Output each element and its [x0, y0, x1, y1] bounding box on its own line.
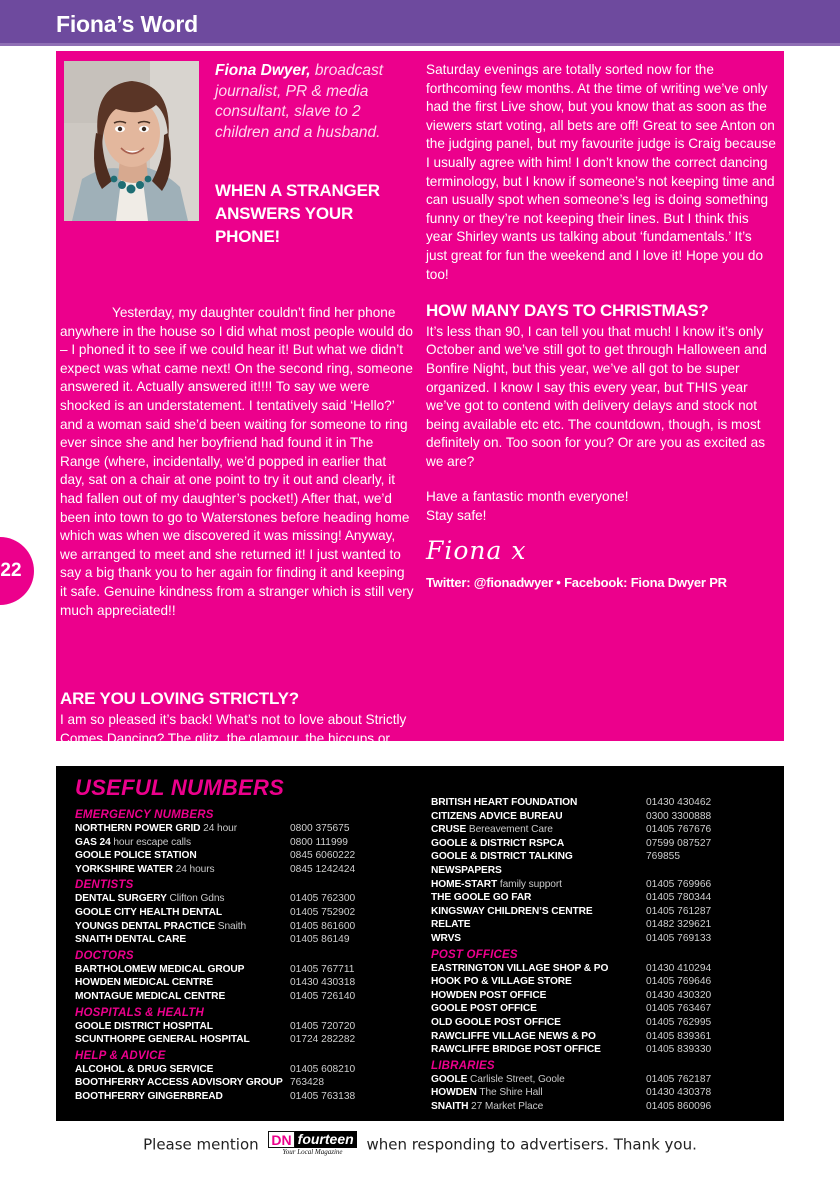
useful-numbers-row	[431, 1030, 771, 1044]
useful-numbers-category: HOSPITALS & HEALTH	[75, 1006, 205, 1019]
listing-name: SNAITH DENTAL CARE	[75, 934, 187, 946]
useful-numbers-category: EMERGENCY NUMBERS	[75, 809, 214, 821]
listing-name: GOOLE DISTRICT HOSPITAL	[75, 1020, 213, 1032]
useful-numbers-row	[431, 837, 771, 851]
useful-numbers-row	[431, 989, 771, 1003]
useful-numbers-row	[431, 878, 771, 892]
author-portrait-image	[64, 61, 199, 221]
useful-numbers-row	[75, 822, 405, 836]
useful-numbers-left-column	[75, 806, 405, 1104]
useful-numbers-row	[75, 1033, 405, 1047]
listing-phone: 01405 726140	[290, 990, 356, 1002]
useful-numbers-row	[431, 1002, 771, 1016]
logo-tagline: Your Local Magazine	[282, 1148, 343, 1156]
header-divider	[0, 43, 840, 46]
body-christmas: It’s less than 90, I can tell you that much! I know it’s only October and we’ve still got to get through Halloween and Bonfire Night, but this year, we’ve all got to be super organized. I know I say this every year, but THIS year we’ve got to contend with delivery delays and stock not being available etc etc. The countdown, though, is most definitely on. Too soon for you? Or are you as excited as we are?	[426, 323, 767, 469]
listing-phone: 01405 761287	[646, 905, 712, 917]
listing-name: GOOLE & DISTRICT TALKING NEWSPAPERS	[431, 851, 573, 876]
useful-numbers-row	[431, 1100, 771, 1114]
listing-name: SCUNTHORPE GENERAL HOSPITAL	[75, 1034, 250, 1046]
listing-name: HOWDEN MEDICAL CENTRE	[75, 977, 214, 989]
useful-numbers-row	[431, 850, 771, 877]
useful-numbers-row	[431, 932, 771, 946]
listing-phone: 01405 752902	[290, 906, 356, 918]
listing-name: EASTRINGTON VILLAGE SHOP & PO	[431, 962, 609, 974]
useful-numbers-row	[431, 1073, 771, 1087]
listing-name: CITIZENS ADVICE BUREAU	[431, 810, 563, 822]
listing-phone: 0800 375675	[290, 823, 350, 834]
useful-numbers-row	[75, 1020, 405, 1034]
listing-phone: 01405 839330	[646, 1044, 712, 1056]
article-right-column	[426, 61, 776, 593]
listing-subtitle: Bereavement Care	[466, 824, 553, 836]
useful-numbers-title: USEFUL NUMBERS	[75, 775, 285, 800]
listing-subtitle: Carlisle Street, Goole	[467, 1073, 565, 1085]
listing-name: GOOLE CITY HEALTH DENTAL	[75, 906, 223, 918]
useful-numbers-panel	[56, 766, 784, 1121]
listing-name: BOOTHFERRY GINGERBREAD	[75, 1090, 223, 1102]
useful-numbers-row	[75, 933, 405, 947]
author-bio-rest: broadcast journalist, PR & media consultant, slave to 2 children and a husband.	[215, 62, 384, 141]
listing-name: THE GOOLE GO FAR	[431, 892, 532, 904]
listing-subtitle: 24 hours	[172, 863, 215, 875]
useful-numbers-row	[431, 962, 771, 976]
useful-numbers-row	[75, 1090, 405, 1104]
listing-phone: 01430 410294	[646, 962, 712, 974]
listing-phone: 763428	[290, 1077, 324, 1089]
listing-name: YOUNGS DENTAL PRACTICE Snaith	[75, 920, 247, 932]
page-title: Fiona’s Word	[56, 11, 198, 37]
useful-numbers-row	[75, 963, 405, 977]
listing-name: NORTHERN POWER GRID 24 hour	[75, 823, 238, 834]
listing-phone: 0800 111999	[290, 836, 348, 848]
paragraph-spacer	[426, 471, 776, 488]
listing-phone: 01405 839361	[646, 1030, 712, 1042]
listing-name: HOOK PO & VILLAGE STORE	[431, 976, 572, 988]
listing-phone: 01405 861600	[290, 920, 356, 932]
social-handles: Twitter: @fionadwyer • Facebook: Fiona Dwyer PR	[426, 575, 727, 591]
footer-text-after: when responding to advertisers. Thank you.	[366, 1135, 697, 1154]
listing-phone: 01405 763467	[646, 1003, 712, 1015]
listing-name: YORKSHIRE WATER 24 hours	[75, 863, 215, 875]
listing-phone: 0845 6060222	[290, 850, 356, 862]
listing-subtitle: hour escape calls	[110, 836, 191, 848]
listing-phone: 01405 762300	[290, 893, 356, 905]
logo-dn-text: DN	[268, 1131, 294, 1148]
listing-name: BOOTHFERRY ACCESS ADVISORY GROUP	[75, 1077, 283, 1089]
listing-subtitle: 24 hour	[200, 823, 238, 834]
page-number-badge: 22	[0, 537, 34, 605]
author-name: Fiona Dwyer,	[215, 62, 311, 79]
listing-phone: 01405 769646	[646, 976, 712, 988]
listing-name: RAWCLIFFE VILLAGE NEWS & PO	[431, 1030, 596, 1042]
useful-numbers-row	[431, 918, 771, 932]
listing-phone: 01482 329621	[646, 919, 712, 931]
footer-text-before: Please mention	[143, 1135, 259, 1154]
listing-name: OLD GOOLE POST OFFICE	[431, 1016, 561, 1028]
heading-christmas: HOW MANY DAYS TO CHRISTMAS?	[426, 301, 709, 321]
listing-phone: 01430 430462	[646, 797, 712, 808]
article-panel	[56, 51, 784, 765]
listing-phone: 01430 430378	[646, 1087, 712, 1099]
signoff-line-1: Have a fantastic month everyone!	[426, 489, 629, 505]
listing-name: HOME-START family support	[431, 878, 562, 890]
listing-phone: 01430 430320	[646, 989, 712, 1001]
listing-phone: 01405 860096	[646, 1100, 712, 1112]
listing-name: GAS 24 hour escape calls	[75, 836, 191, 848]
useful-numbers-category: LIBRARIES	[431, 1059, 495, 1072]
listing-name: BRITISH HEART FOUNDATION	[431, 797, 578, 808]
useful-numbers-row	[431, 810, 771, 824]
useful-numbers-row	[431, 975, 771, 989]
useful-numbers-row	[75, 976, 405, 990]
listing-name: GOOLE Carlisle Street, Goole	[431, 1073, 565, 1085]
listing-phone: 07599 087527	[646, 837, 712, 849]
listing-name: HOWDEN The Shire Hall	[431, 1087, 543, 1099]
body-stranger-text: Yesterday, my daughter couldn’t find her phone anywhere in the house so I did what most people would do – I phoned it to see if we could hear it! But what we didn’t expect was what came next! On the second ring, someone answered it. Actually answered it!!!! To say we were shocked is an understatement. I tentatively said ‘Hello?’ and a woman said she’d been waiting for someone to ring ever since she and her boyfriend had found it in The Range (where, incidentally, we’d popped in earlier that day, sat on a chair at one point to try it out and clearly, it had fallen out of my daughter’s pocket!) After that, we’d been into town to go to Waterstones before heading home which was when we discovered it was missing! Anyway, we arranged to meet and she returned it! I just wanted to say a big thank you to her again for finding it and keeping it safe. Genuine kindness from a stranger which is still very much appreciated!!	[60, 305, 414, 618]
listing-name: BARTHOLOMEW MEDICAL GROUP	[75, 963, 245, 975]
listing-name: ALCOHOL & DRUG SERVICE	[75, 1063, 214, 1075]
body-strictly-right: Saturday evenings are totally sorted now for the forthcoming few months. At the time of writing we’ve only had the first Live show, but you know that as soon as the viewers start voting, all bets are off! Great to see Anton on the judging panel, but my favourite judge is Craig because I usually agree with him! I don’t know the correct dancing terminology, but I know if someone’s not keeping time and can usually spot when someone’s leg is doing something funny or they’re not keeping their lines. But I think this year Shirley wants us talking about ‘fundamentals.’ It’s just great for fun the weekend and I love it! Hope you do too!	[426, 62, 776, 282]
listing-phone: 01405 780344	[646, 892, 712, 904]
body-stranger	[60, 304, 414, 620]
author-signature: Fiona x	[426, 535, 527, 565]
listing-phone: 01405 769133	[646, 932, 712, 944]
listing-phone: 01405 720720	[290, 1020, 356, 1032]
useful-numbers-row	[75, 836, 405, 850]
useful-numbers-right-column	[431, 796, 771, 1113]
useful-numbers-row	[431, 905, 771, 919]
listing-name: DENTAL SURGERY Clifton Gdns	[75, 893, 225, 905]
useful-numbers-row	[75, 906, 405, 920]
listing-name: KINGSWAY CHILDREN’S CENTRE	[431, 905, 593, 917]
useful-numbers-category: DOCTORS	[75, 949, 134, 962]
listing-subtitle: Clifton Gdns	[166, 893, 225, 905]
listing-phone: 01405 767711	[290, 963, 355, 975]
useful-numbers-row	[431, 823, 771, 837]
useful-numbers-row	[75, 990, 405, 1004]
listing-phone: 01405 762995	[646, 1016, 712, 1028]
listing-name: WRVS	[431, 932, 461, 944]
useful-numbers-row	[431, 1016, 771, 1030]
listing-phone: 01405 767676	[646, 824, 712, 836]
listing-phone: 0300 3300888	[646, 810, 712, 822]
listing-phone: 01405 769966	[646, 878, 712, 890]
useful-numbers-row	[75, 920, 405, 934]
author-bio	[215, 61, 410, 143]
listing-phone: 0845 1242424	[290, 863, 356, 875]
useful-numbers-row	[75, 849, 405, 863]
heading-stranger: WHEN A STRANGER ANSWERS YOUR PHONE!	[215, 181, 380, 246]
listing-subtitle: Snaith	[215, 920, 247, 932]
footer	[0, 1132, 840, 1157]
listing-name: RELATE	[431, 919, 471, 931]
useful-numbers-category: POST OFFICES	[431, 948, 518, 961]
listing-name: MONTAGUE MEDICAL CENTRE	[75, 990, 226, 1002]
listing-phone: 01405 608210	[290, 1063, 356, 1075]
body-strictly-left: I am so pleased it’s back! What’s not to love about Strictly Comes Dancing? The glitz, the glamour, the hiccups or outright disaaaasters daaarling! My	[60, 712, 407, 765]
listing-name: GOOLE POST OFFICE	[431, 1003, 537, 1015]
listing-phone: 01405 762187	[646, 1073, 712, 1085]
logo-fourteen-text: fourteen	[295, 1131, 357, 1148]
listing-phone: 01430 430318	[290, 977, 356, 989]
listing-phone: 01405 763138	[290, 1090, 356, 1102]
listing-name: RAWCLIFFE BRIDGE POST OFFICE	[431, 1044, 601, 1056]
useful-numbers-row	[431, 1043, 771, 1057]
useful-numbers-row	[75, 1063, 405, 1077]
useful-numbers-row	[431, 796, 771, 810]
signoff-line-2: Stay safe!	[426, 508, 487, 524]
listing-phone: 769855	[646, 851, 680, 863]
dnfourteen-logo	[268, 1131, 356, 1156]
useful-numbers-category: HELP & ADVICE	[75, 1049, 166, 1062]
listing-name: CRUSE Bereavement Care	[431, 824, 553, 836]
useful-numbers-row	[431, 891, 771, 905]
listing-subtitle: 27 Market Place	[468, 1100, 544, 1112]
listing-name: HOWDEN POST OFFICE	[431, 989, 547, 1001]
listing-name: GOOLE & DISTRICT RSPCA	[431, 837, 565, 849]
heading-strictly: ARE YOU LOVING STRICTLY?	[60, 689, 299, 708]
listing-name: GOOLE POLICE STATION	[75, 850, 197, 862]
listing-phone: 01405 86149	[290, 934, 350, 946]
listing-subtitle: family support	[497, 878, 562, 890]
useful-numbers-row	[75, 1076, 405, 1090]
listing-subtitle: The Shire Hall	[476, 1087, 543, 1099]
listing-name: SNAITH 27 Market Place	[431, 1100, 544, 1112]
useful-numbers-row	[75, 863, 405, 877]
useful-numbers-category: DENTISTS	[75, 879, 134, 892]
useful-numbers-row	[75, 892, 405, 906]
listing-phone: 01724 282282	[290, 1034, 356, 1046]
useful-numbers-row	[431, 1086, 771, 1100]
